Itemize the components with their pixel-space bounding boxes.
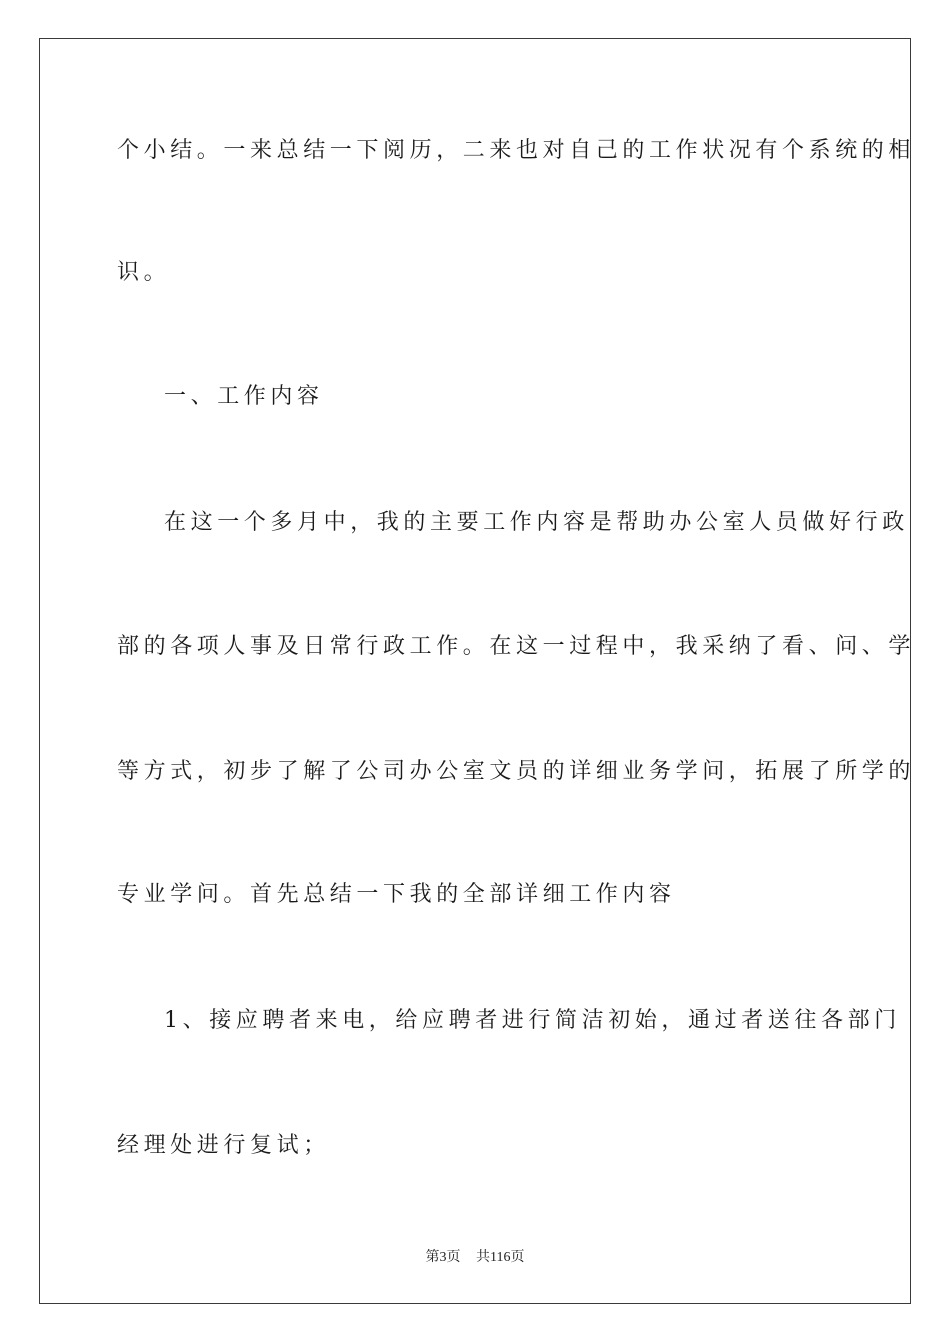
body-line-3: 在这一个多月中，我的主要工作内容是帮助办公室人员做好行政: [164, 510, 909, 535]
page-number: 第3页: [425, 1250, 461, 1265]
list-item-1-line-1: 1、接应聘者来电，给应聘者进行简洁初始，通过者送往各部门: [164, 1008, 901, 1033]
body-line-1: 个小结。一来总结一下阅历，二来也对自己的工作状况有个系统的相: [117, 138, 916, 163]
body-line-4: 部的各项人事及日常行政工作。在这一过程中，我采纳了看、问、学: [117, 634, 916, 659]
page-border: [39, 38, 911, 1304]
body-line-6: 专业学问。首先总结一下我的全部详细工作内容: [117, 882, 676, 907]
body-line-2: 识。: [117, 260, 171, 285]
body-line-5: 等方式，初步了解了公司办公室文员的详细业务学问，拓展了所学的: [117, 759, 916, 784]
page-footer: [0, 1246, 950, 1266]
list-item-1-line-2: 经理处进行复试；: [117, 1133, 330, 1158]
page-total: 共116页: [476, 1250, 525, 1265]
section-heading: 一、工作内容: [164, 384, 324, 409]
